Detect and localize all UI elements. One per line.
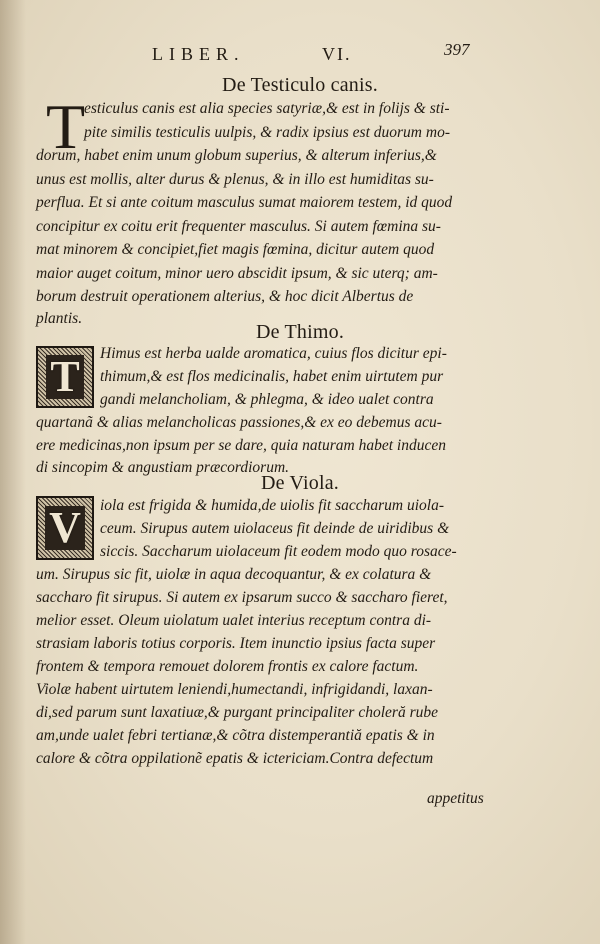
text-line: calore & cõtra oppilationẽ epatis & ictericiam.Contra defectum [36,750,434,767]
text-line: dorum, habet enim unum globum superius, & alterum inferius,& [36,147,437,164]
text-line: am,unde ualet febri tertianæ,& cõtra distemperantiă epatis & in [36,727,435,744]
text-line: perflua. Et si ante coitum masculus sumat maiorem testem, id quod [36,194,453,211]
folio-number: 397 [444,40,470,59]
text-line: maior auget coitum, minor uero abscidit ipsum, & sic uterq; am- [36,265,438,282]
text-line: siccis. Saccharum uiolaceum fit eodem modo quo rosace- [100,543,457,560]
running-head-book-number: VI. [322,44,352,64]
text-line: esticulus canis est alia species satyriæ,& est in folijs & sti- [84,100,450,117]
text-line: unus est mollis, alter durus & plenus, & in illo est humiditas su- [36,171,434,188]
text-line: di sincopim & angustiam præcordiorum. [36,459,290,476]
woodcut-initial-t [36,346,94,408]
text-line: ere medicinas,non ipsum per se dare, quia naturam habet inducen [36,437,446,454]
text-line: saccharo fit sirupus. Si autem ex ipsarum succo & saccharo fieret, [36,589,448,606]
text-line: melior esset. Oleum uiolatum ualet interius receptum contra di- [36,612,432,629]
text-line: di,sed parum sunt laxatiuæ,& purgant principaliter choleră rube [36,704,438,721]
text-line: mat minorem & concipiet,fiet magis fœmina, dicitur autem quod [36,241,435,258]
text-line: strasiam laboris totius corporis. Item inunctio ipsius facta super [36,635,436,652]
text-line: plantis. [36,310,83,327]
text-line: gandi melancholiam, & phlegma, & ideo ualet contra [100,391,434,408]
text-line: um. Sirupus sic fit, uiolæ in aqua decoquantur, & ex colatura & [36,566,432,583]
text-line: thimum,& est flos medicinalis, habet enim uirtutem pur [100,368,444,385]
text-line: quartanã & alias melancholicas passiones,& ex eo debemus acu- [36,414,442,431]
text-line: borum destruit operationem alterius, & hoc dicit Albertus de [36,288,414,305]
running-head [0,40,600,74]
text-line: ceum. Sirupus autem uiolaceus fit deinde de uiridibus & [100,520,450,537]
text-line: iola est frigida & humida,de uiolis fit saccharum uiola- [100,497,445,514]
text-line: Violæ habent uirtutem leniendi,humectandi, infrigidandi, laxan- [36,681,433,698]
initial-letter-t: T [46,91,86,162]
section-heading-testiculo: De Testiculo canis. [222,74,378,96]
woodcut-initial-letter: V [45,506,85,550]
section-heading-viola: De Viola. [261,472,339,494]
woodcut-initial-v [36,496,94,560]
text-line: concipitur ex coitu erit frequenter masculus. Si autem fœmina su- [36,218,441,235]
running-head-liber: LIBER. [152,44,245,64]
text-line: frontem & tempora remouet dolorem frontis ex calore factum. [36,658,419,675]
section-heading-thimo: De Thimo. [255,321,345,343]
text-line: pite similis testiculis uulpis, & radix ipsius est duorum mo- [84,124,450,141]
text-line: Himus est herba ualde aromatica, cuius flos dicitur epi- [100,345,447,362]
woodcut-initial-letter: T [46,355,83,399]
catchword: appetitus [427,790,484,807]
